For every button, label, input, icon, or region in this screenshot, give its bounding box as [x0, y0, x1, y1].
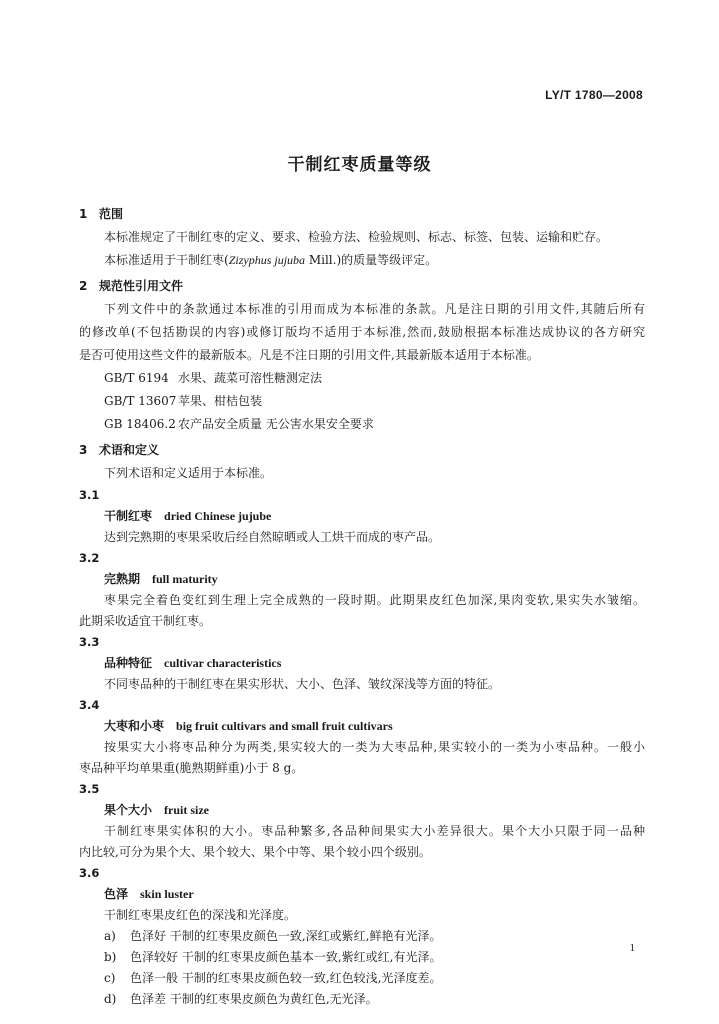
normative-paragraph-line-1: 下列文件中的条款通过本标准的引用而成为本标准的条款。凡是注日期的引用文件,其随后所有 [104, 302, 645, 316]
reference-title: 水果、蔬菜可溶性糖测定法 [178, 371, 323, 385]
term-heading [79, 653, 645, 674]
list-item [79, 926, 645, 947]
section-1-heading [79, 203, 645, 226]
scientific-name: Zizyphus jujuba [228, 253, 306, 267]
reference-item [79, 390, 645, 413]
term-number: 3.5 [79, 782, 100, 796]
list-item [79, 968, 645, 989]
term-definition: 干制红枣果皮红色的深浅和光泽度。 [104, 908, 297, 922]
standard-code: LY/T 1780—2008 [545, 88, 643, 102]
list-text: 色泽一般 干制的红枣果皮颜色较一致,红色较浅,光泽度差。 [130, 971, 442, 985]
term-english: skin luster [140, 887, 194, 901]
scope-paragraph-1: 本标准规定了干制红枣的定义、要求、检验方法、检验规则、标志、标签、包装、运输和贮存。 [104, 230, 609, 244]
scope-text-a: 本标准适用于干制红枣( [104, 253, 229, 267]
section-title: 规范性引用文件 [99, 279, 184, 293]
list-label: b) [104, 950, 117, 964]
scope-paragraph-2 [79, 249, 645, 272]
list-text: 色泽好 干制的红枣果皮颜色一致,深红或紫红,鲜艳有光泽。 [130, 929, 442, 943]
term-chinese: 果个大小 [104, 803, 153, 817]
section-number: 3 [79, 443, 88, 457]
normative-paragraph-line-3: 是否可使用这些文件的最新版本。凡是不注日期的引用文件,其最新版本适用于本标准。 [79, 348, 539, 362]
section-number: 1 [79, 207, 88, 221]
list-label: d) [104, 992, 117, 1006]
terms-intro: 下列术语和定义适用于本标准。 [104, 466, 273, 480]
term-number: 3.1 [79, 488, 100, 502]
normative-paragraph-line-2: 的修改单(不包括勘误的内容)或修订版均不适用于本标准,然而,鼓励根据本标准达成协议的各方研究 [79, 325, 645, 339]
term-definition-line-2: 此期采收适宜干制红枣。 [79, 614, 212, 628]
section-number: 2 [79, 279, 88, 293]
term-definition-line-2: 枣品种平均单果重(脆熟期鲜重)小于 8 g。 [79, 761, 304, 775]
reference-item [79, 413, 645, 436]
reference-code: GB 18406.2 [104, 417, 176, 431]
list-text: 色泽较好 干制的红枣果皮颜色基本一致,紫红或红,有光泽。 [130, 950, 442, 964]
section-2-heading [79, 275, 645, 298]
term-chinese: 品种特征 [104, 656, 153, 670]
section-title: 术语和定义 [99, 443, 160, 457]
term-definition-line-1: 干制红枣果实体积的大小。枣品种繁多,各品种间果实大小差异很大。果个大小只限于同一品种 [104, 824, 645, 838]
reference-code: GB/T 6194 [104, 371, 169, 385]
list-item [79, 947, 645, 968]
scope-text-b: Mill.)的质量等级评定。 [305, 253, 438, 267]
term-english: cultivar characteristics [164, 656, 282, 670]
term-english: big fruit cultivars and small fruit cultivars [176, 719, 393, 733]
term-definition-line-1: 枣果完全着色变红到生理上完全成熟的一段时期。此期果皮红色加深,果肉变软,果实失水皱缩。 [104, 593, 645, 607]
list-item [79, 989, 645, 1010]
list-label: a) [104, 929, 116, 943]
page-number: 1 [629, 942, 635, 954]
term-heading [79, 569, 645, 590]
list-label: c) [104, 971, 116, 985]
term-chinese: 完熟期 [104, 572, 141, 586]
reference-item [79, 367, 645, 390]
term-heading [79, 506, 645, 527]
reference-title: 农产品安全质量 无公害水果安全要求 [178, 417, 374, 431]
term-heading [79, 800, 645, 821]
section-title: 范围 [99, 207, 124, 221]
term-number: 3.6 [79, 866, 100, 880]
list-text: 色泽差 干制的红枣果皮颜色为黄红色,无光泽。 [130, 992, 378, 1006]
term-number: 3.4 [79, 698, 100, 712]
term-english: full maturity [152, 572, 218, 586]
section-3-heading [79, 439, 645, 462]
reference-title: 苹果、柑桔包装 [178, 394, 263, 408]
term-chinese: 大枣和小枣 [104, 719, 165, 733]
term-chinese: 色泽 [104, 887, 129, 901]
term-heading [79, 716, 645, 737]
term-definition-line-2: 内比较,可分为果个大、果个较大、果个中等、果个较小四个级别。 [79, 845, 431, 859]
term-definition: 达到完熟期的枣果采收后经自然晾晒或人工烘干而成的枣产品。 [104, 530, 441, 544]
document-title: 干制红枣质量等级 [287, 155, 432, 175]
term-heading [79, 884, 645, 905]
term-number: 3.2 [79, 551, 100, 565]
term-definition-line-1: 按果实大小将枣品种分为两类,果实较大的一类为大枣品种,果实较小的一类为小枣品种。一般小 [104, 740, 645, 754]
term-english: fruit size [164, 803, 209, 817]
term-chinese: 干制红枣 [104, 509, 153, 523]
reference-code: GB/T 13607 [104, 394, 177, 408]
document-body [79, 203, 645, 1010]
term-english: dried Chinese jujube [164, 509, 272, 523]
term-number: 3.3 [79, 635, 100, 649]
term-definition: 不同枣品种的干制红枣在果实形状、大小、色泽、皱纹深浅等方面的特征。 [104, 677, 501, 691]
